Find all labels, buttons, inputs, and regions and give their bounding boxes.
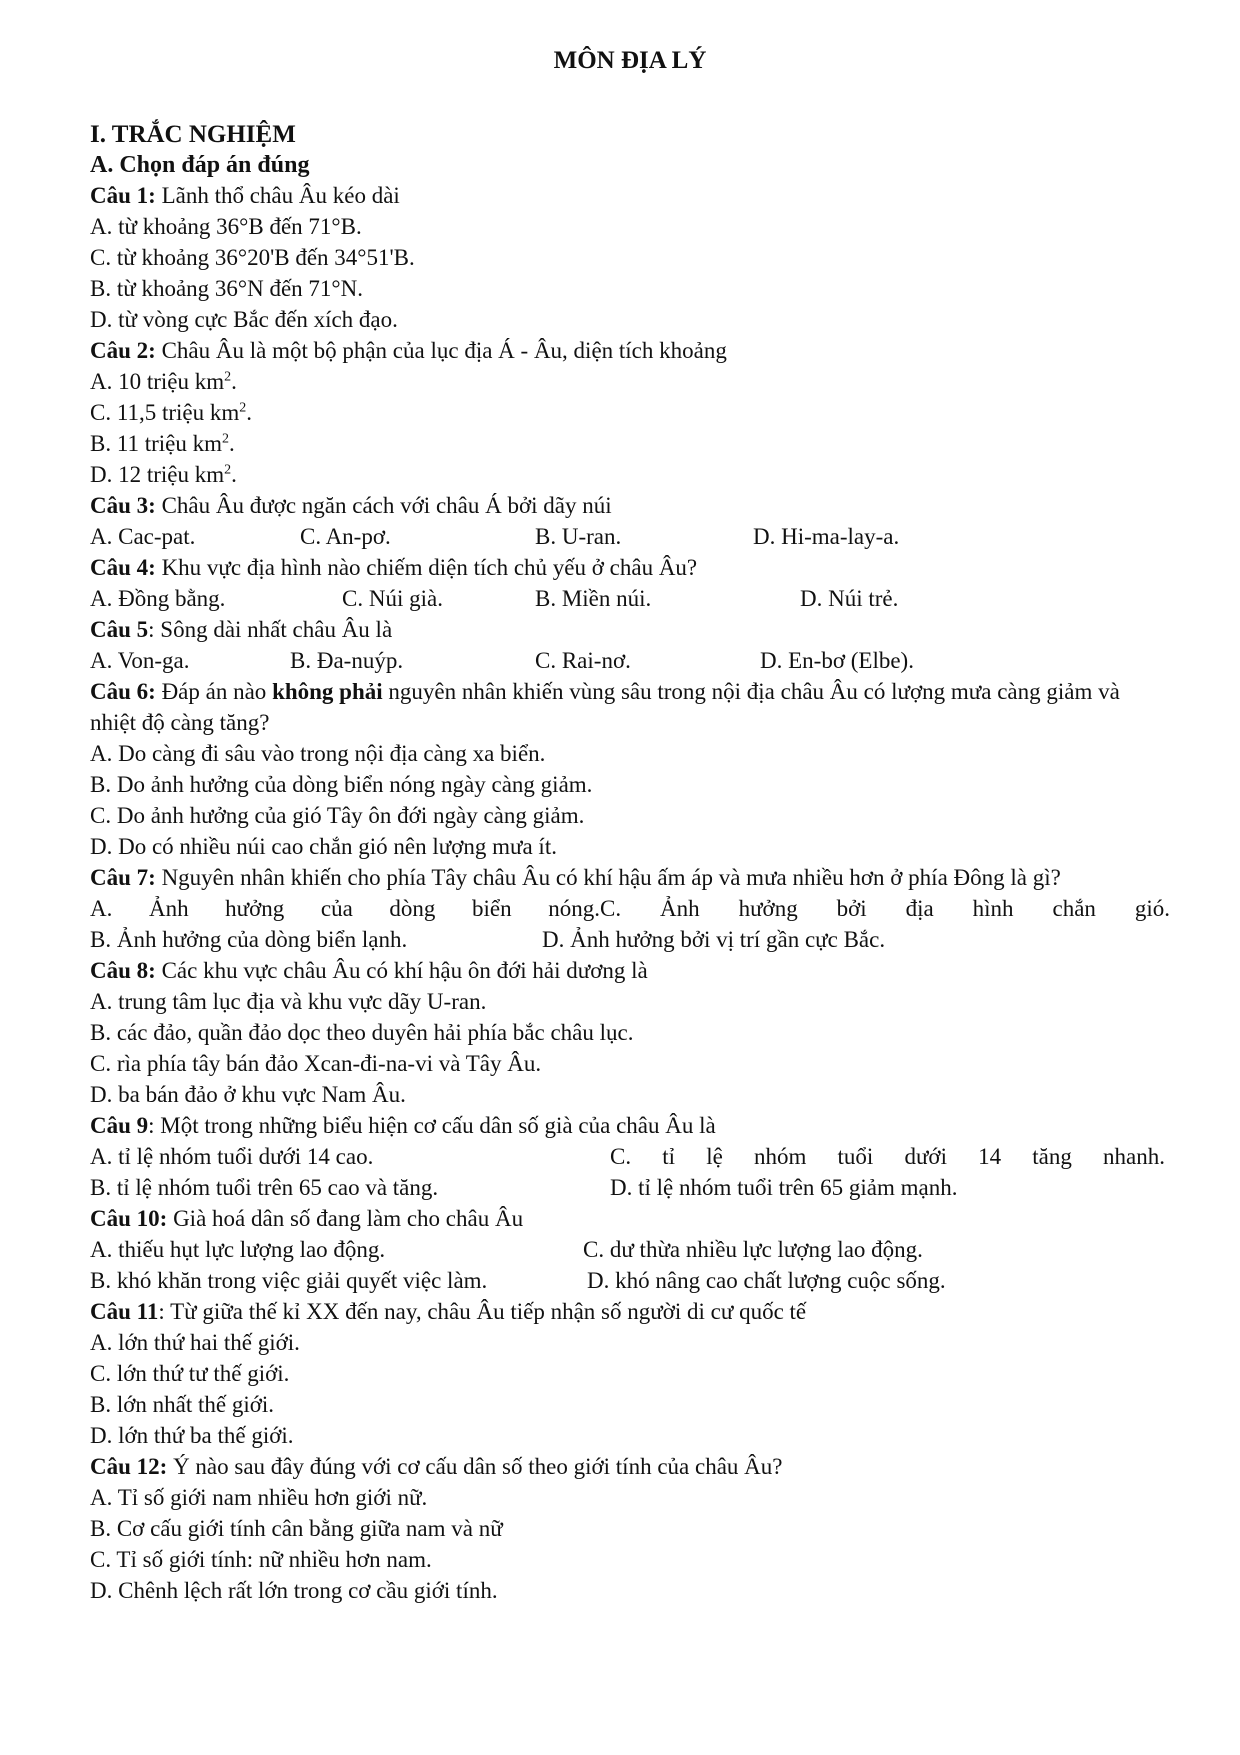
options-row [90,645,1170,676]
question-number: Câu 9 [90,1113,149,1138]
option: C. dư thừa nhiều lực lượng lao động. [583,1237,923,1262]
option: D. tỉ lệ nhóm tuổi trên 65 giảm mạnh. [610,1175,958,1200]
question-number: Câu 7: [90,865,156,890]
question-3 [90,490,1170,521]
option: B. Cơ cấu giới tính cân bằng giữa nam và nữ [90,1516,503,1541]
question-number: Câu 5 [90,617,149,642]
option: D. Núi trẻ. [800,586,899,611]
options-row [90,924,1170,955]
option: C. lớn thứ tư thế giới. [90,1361,290,1386]
question-8 [90,955,1170,986]
option: A. Von-ga. [90,648,190,673]
option: C. Ảnh hưởng bởi địa hình chắn gió. [600,896,1170,921]
options-row [90,1172,1170,1203]
question-1 [90,180,1170,211]
options-row [90,1265,1170,1296]
option: B. 11 triệu $km^2$. [90,431,235,456]
question-number: Câu 4: [90,555,156,580]
option: C. Núi già. [342,586,443,611]
question-7 [90,862,1170,893]
question-number: Câu 3: [90,493,156,518]
option: C. Rai-nơ. [535,648,631,673]
question-text: nguyên nhân khiến vùng sâu trong nội địa châu Âu có lượng mưa càng giảm và nhiệt độ càng tăng? [90,679,1120,735]
options-row [90,1234,1170,1265]
question-text: Già hoá dân số đang làm cho châu Âu [167,1206,524,1231]
option: C. Tỉ số giới tính: nữ nhiều hơn nam. [90,1547,432,1572]
question-number: Câu 12: [90,1454,168,1479]
question-5 [90,614,1170,645]
option: C. 11,5 triệu $km^2$. [90,400,253,425]
question-number: Câu 8: [90,958,156,983]
exam-content [90,44,1170,1606]
option: D. Ảnh hưởng bởi vị trí gần cực Bắc. [542,927,886,952]
option: A. tỉ lệ nhóm tuổi dưới 14 cao. [90,1144,374,1169]
question-text: : Một trong những biểu hiện cơ cấu dân số già của châu Âu là [148,1113,716,1138]
option: C. Do ảnh hưởng của gió Tây ôn đới ngày càng giảm. [90,803,585,828]
section-heading: I. TRẮC NGHIỆM [90,121,296,148]
question-text: : Từ giữa thế kỉ XX đến nay, châu Âu tiếp nhận số người di cư quốc tế [158,1299,807,1324]
option: A. Cac-pat. [90,524,196,549]
question-text: Lãnh thổ châu Âu kéo dài [155,183,400,208]
option: A. Tỉ số giới nam nhiều hơn giới nữ. [90,1485,428,1510]
question-9 [90,1110,1170,1141]
question-text: Châu Âu là một bộ phận của lục địa Á - Âu, diện tích khoảng [155,338,727,363]
option: A. từ khoảng 36°B đến 71°B. [90,214,362,239]
option: D. từ vòng cực Bắc đến xích đạo. [90,307,398,332]
option: B. các đảo, quần đảo dọc theo duyên hải phía bắc châu lục. [90,1020,634,1045]
question-number: Câu 6: [90,679,156,704]
question-number: Câu 2: [90,338,156,363]
option: B. Đa-nuýp. [290,648,404,673]
option: A. 10 triệu $km^2$. [90,369,237,394]
question-4 [90,552,1170,583]
question-11 [90,1296,1170,1327]
options-row [90,521,1170,552]
option: D. lớn thứ ba thế giới. [90,1423,294,1448]
question-text: Châu Âu được ngăn cách với châu Á bởi dãy núi [155,493,612,518]
question-text: Khu vực địa hình nào chiếm diện tích chủ yếu ở châu Âu? [155,555,698,580]
emphasis-text: không phải [272,679,383,704]
option: A. thiếu hụt lực lượng lao động. [90,1237,386,1262]
question-text: Đáp án nào [155,679,273,704]
options-row [90,1141,1170,1172]
question-text: Nguyên nhân khiến cho phía Tây châu Âu có khí hậu ấm áp và mưa nhiều hơn ở phía Đông là gì? [155,865,1061,890]
option: A. trung tâm lục địa và khu vực dãy U-ran. [90,989,487,1014]
option: D. En-bơ (Elbe). [760,648,914,673]
option: B. Do ảnh hưởng của dòng biển nóng ngày càng giảm. [90,772,593,797]
option: C. từ khoảng 36°20'B đến 34°51'B. [90,245,415,270]
options-row [90,893,1170,924]
option: C. tỉ lệ nhóm tuổi dưới 14 tăng nhanh. [610,1144,1165,1169]
option: A. lớn thứ hai thế giới. [90,1330,300,1355]
question-6 [90,676,1170,738]
subsection-heading: A. Chọn đáp án đúng [90,152,310,178]
option: B. Ảnh hưởng của dòng biển lạnh. [90,927,408,952]
option: B. từ khoảng 36°N đến 71°N. [90,276,363,301]
option: D. Chênh lệch rất lớn trong cơ cầu giới tính. [90,1578,498,1603]
option: B. U-ran. [535,524,622,549]
option: B. tỉ lệ nhóm tuổi trên 65 cao và tăng. [90,1175,439,1200]
option: A. Đồng bằng. [90,586,226,611]
question-text: Các khu vực châu Âu có khí hậu ôn đới hải dương là [155,958,648,983]
options-row [90,583,1170,614]
option: D. Hi-ma-lay-a. [753,524,900,549]
question-10 [90,1203,1170,1234]
option: A. Do càng đi sâu vào trong nội địa càng xa biển. [90,741,546,766]
question-number: Câu 10: [90,1206,168,1231]
option: C. rìa phía tây bán đảo Xcan-đi-na-vi và Tây Âu. [90,1051,542,1076]
option: D. ba bán đảo ở khu vực Nam Âu. [90,1082,406,1107]
option: D. Do có nhiều núi cao chắn gió nên lượng mưa ít. [90,834,557,859]
question-number: Câu 11 [90,1299,159,1324]
question-2 [90,335,1170,366]
question-text: Ý nào sau đây đúng với cơ cấu dân số theo giới tính của châu Âu? [167,1454,783,1479]
page-title: MÔN ĐỊA LÝ [553,47,707,74]
option: D. 12 triệu $km^2$. [90,462,237,487]
option: B. lớn nhất thế giới. [90,1392,275,1417]
question-text: : Sông dài nhất châu Âu là [148,617,393,642]
question-number: Câu 1: [90,183,156,208]
option: B. Miền núi. [535,586,652,611]
option: D. khó nâng cao chất lượng cuộc sống. [587,1268,946,1293]
question-12 [90,1451,1170,1482]
option: C. An-pơ. [300,524,391,549]
option: B. khó khăn trong việc giải quyết việc làm. [90,1268,488,1293]
option: A. Ảnh hưởng của dòng biển nóng. [90,896,600,921]
